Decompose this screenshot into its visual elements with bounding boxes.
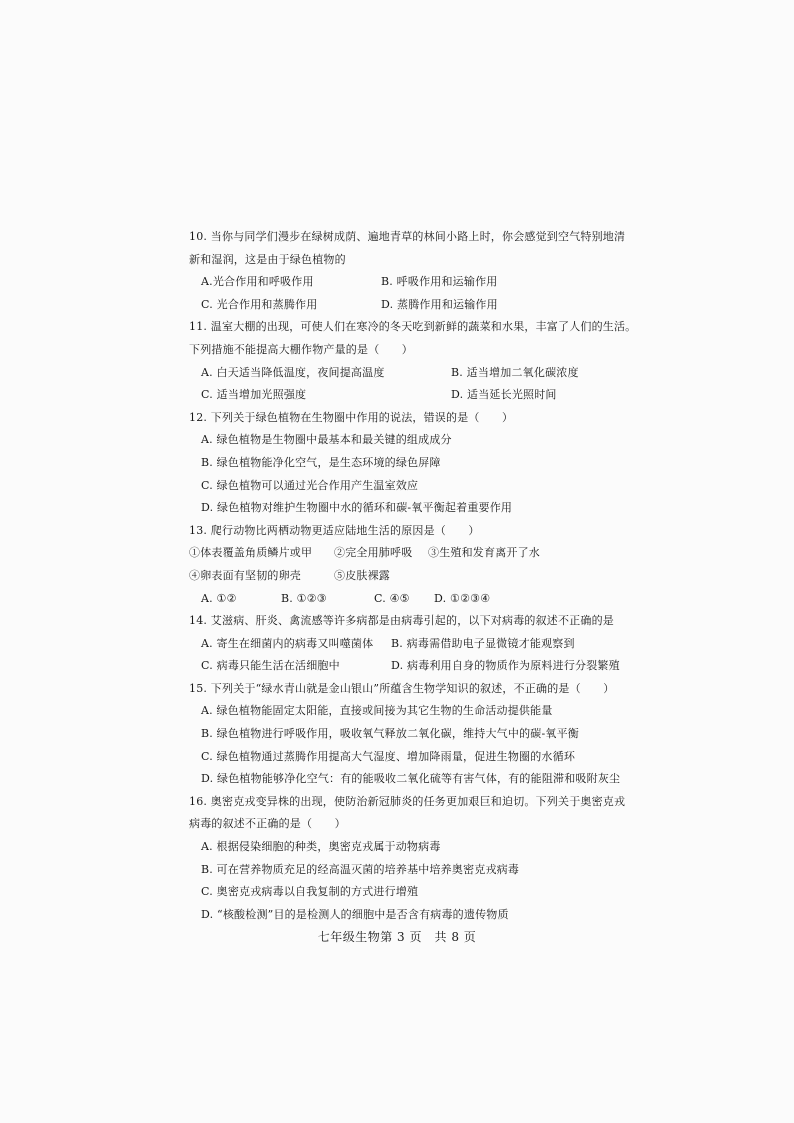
q16-stem-line1: 16. 奥密克戎变异株的出现，使防治新冠肺炎的任务更加艰巨和迫切。下列关于奥密克戎	[189, 794, 626, 808]
page-footer: 七年级生物第 3 页 共 8 页	[317, 930, 477, 944]
q13-options-row	[189, 588, 659, 611]
q16-option-a: A. 根据侵染细胞的种类，奥密克戎属于动物病毒	[201, 840, 441, 854]
q13-option-d: D. ①②③④	[434, 591, 491, 605]
q13-item-3: ③生殖和发育离开了水	[428, 546, 540, 560]
q12-option-c: C. 绿色植物可以通过光合作用产生温室效应	[201, 478, 419, 492]
q10-options-row1	[189, 271, 659, 294]
q13-item-2: ②完全用肺呼吸	[334, 546, 413, 560]
q14-options-row2	[189, 655, 659, 678]
q14-option-a: A. 寄生在细菌内的病毒又叫噬菌体	[201, 636, 374, 650]
q11-option-b: B. 适当增加二氧化碳浓度	[451, 365, 579, 379]
q10-option-c: C. 光合作用和蒸腾作用	[201, 297, 318, 311]
q16-option-d: D. “核酸检测”目的是检测人的细胞中是否含有病毒的遗传物质	[201, 907, 509, 921]
q14-options-row1	[189, 633, 659, 656]
q16-option-b: B. 可在营养物质充足的经高温灭菌的培养基中培养奥密克戎病毒	[201, 862, 520, 876]
q13-item-5: ⑤皮肤裸露	[334, 568, 390, 582]
q12-stem-line1: 12. 下列关于绿色植物在生物圈中作用的说法，错误的是（ ）	[189, 410, 514, 424]
q14-option-d: D. 病毒利用自身的物质作为原料进行分裂繁殖	[391, 659, 620, 673]
q11-options-row1	[189, 362, 659, 385]
q12-option-a: A. 绿色植物是生物圈中最基本和最关键的组成成分	[201, 433, 452, 447]
q13-item-4: ④卵表面有坚韧的卵壳	[189, 568, 301, 582]
q13-option-b: B. ①②③	[281, 591, 327, 605]
q13-items-row2	[189, 565, 659, 588]
q10-option-a: A.光合作用和呼吸作用	[201, 275, 314, 289]
q14-option-b: B. 病毒需借助电子显微镜才能观察到	[391, 636, 575, 650]
q10-option-d: D. 蒸腾作用和运输作用	[381, 297, 498, 311]
q11-option-c: C. 适当增加光照强度	[201, 388, 307, 402]
q15-option-d: D. 绿色植物能够净化空气：有的能吸收二氧化硫等有害气体，有的能阻滞和吸附灰尘	[201, 772, 621, 786]
q10-options-row2	[189, 294, 659, 317]
q11-stem-line2: 下列措施不能提高大棚作物产量的是（ ）	[189, 342, 413, 356]
q11-options-row2	[189, 384, 659, 407]
q16-stem-line2: 病毒的叙述不正确的是（ ）	[189, 817, 346, 831]
q10-stem-line2: 新和湿润，这是由于绿色植物的	[189, 252, 346, 266]
q13-option-a: A. ①②	[201, 591, 237, 605]
q15-option-b: B. 绿色植物进行呼吸作用，吸收氧气释放二氧化碳，维持大气中的碳-氧平衡	[201, 727, 579, 741]
q13-option-c: C. ④⑤	[374, 591, 410, 605]
q13-item-1: ①体表覆盖角质鳞片或甲	[189, 546, 313, 560]
q16-option-c: C. 奥密克戎病毒以自我复制的方式进行增殖	[201, 885, 419, 899]
q12-option-d: D. 绿色植物对维护生物圈中水的循环和碳-氧平衡起着重要作用	[201, 501, 513, 515]
q11-stem-line1: 11. 温室大棚的出现，可使人们在寒冷的冬天吃到新鲜的蔬菜和水果，丰富了人们的生活。	[189, 320, 637, 334]
q10-option-b: B. 呼吸作用和运输作用	[381, 275, 498, 289]
q15-stem-line1: 15. 下列关于“绿水青山就是金山银山”所蕴含生物学知识的叙述，不正确的是（ ）	[189, 681, 615, 695]
q15-option-c: C. 绿色植物通过蒸腾作用提高大气湿度、增加降雨量，促进生物圈的水循环	[201, 749, 576, 763]
q11-option-d: D. 适当延长光照时间	[451, 388, 557, 402]
q11-option-a: A. 白天适当降低温度，夜间提高温度	[201, 365, 385, 379]
q12-option-b: B. 绿色植物能净化空气，是生态环境的绿色屏障	[201, 455, 441, 469]
q14-stem-line1: 14. 艾滋病、肝炎、禽流感等许多病都是由病毒引起的，以下对病毒的叙述不正确的是	[189, 614, 614, 628]
q13-stem-line1: 13. 爬行动物比两栖动物更适应陆地生活的原因是（ ）	[189, 523, 480, 537]
question-list	[189, 226, 659, 926]
q13-items-row1	[189, 542, 659, 565]
q15-option-a: A. 绿色植物能固定太阳能，直接或间接为其它生物的生命活动提供能量	[201, 704, 553, 718]
q14-option-c: C. 病毒只能生活在活细胞中	[201, 659, 340, 673]
q10-stem-line1: 10. 当你与同学们漫步在绿树成荫、遍地青草的林间小路上时，你会感觉到空气特别地清	[189, 230, 626, 243]
